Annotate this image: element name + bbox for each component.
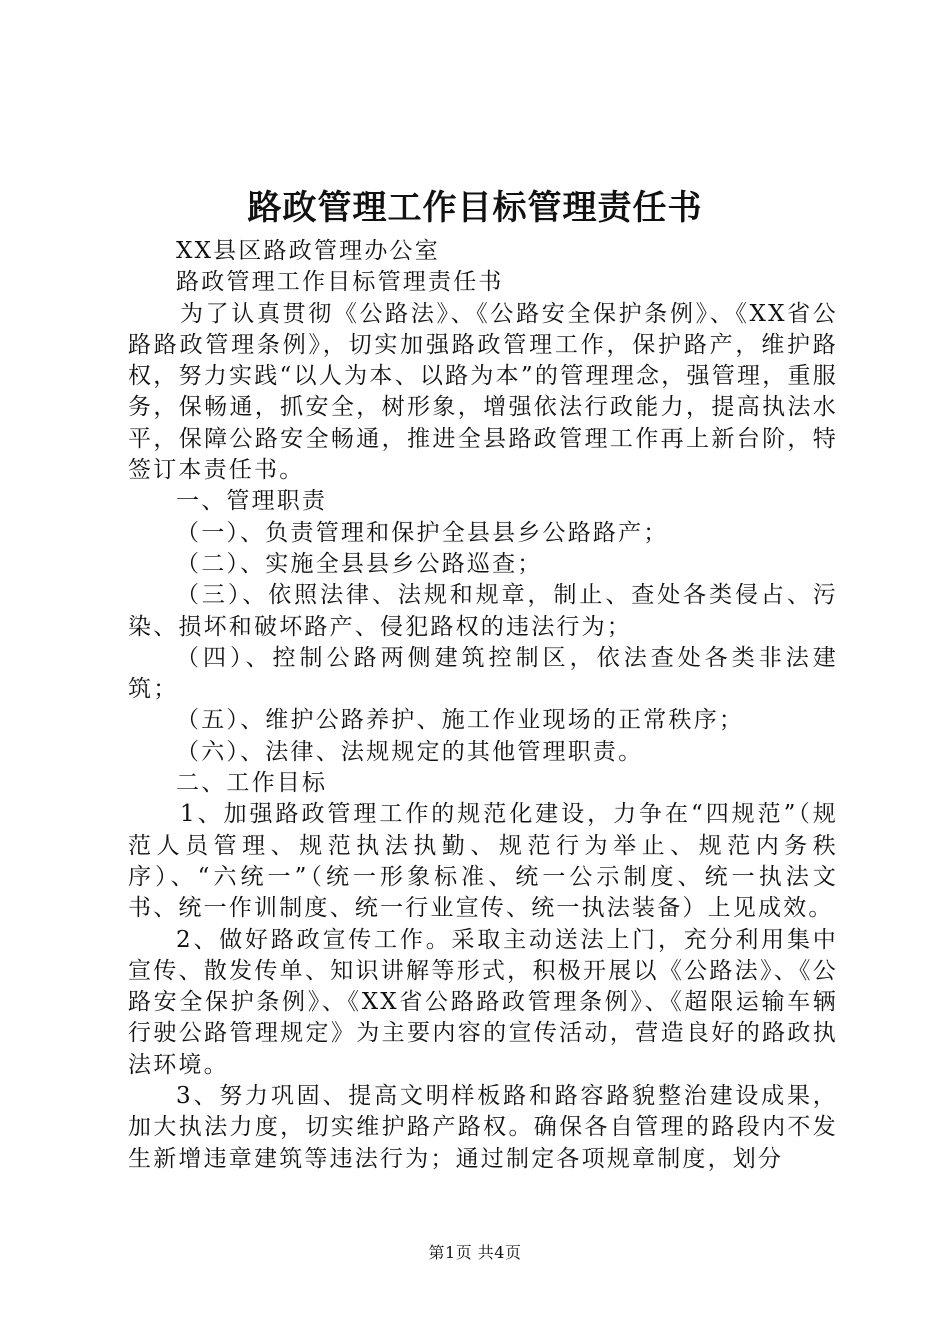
- header-line-doc-title: 路政管理工作目标管理责任书: [176, 269, 504, 296]
- duty-item-1: （一）、负责管理和保护全县县乡公路路产；: [176, 519, 669, 546]
- duty-item-4: （四）、控制公路两侧建筑控制区，依法查处各类非法建筑；: [128, 644, 838, 703]
- header-line-office: XX县区路政管理办公室: [176, 238, 440, 264]
- document-title: 路政管理工作目标管理责任书: [247, 188, 703, 228]
- duty-item-3: （三）、依照法律、法规和规章，制止、查处各类侵占、污染、损坏和破坏路产、侵犯路权的违法行为；: [128, 582, 838, 640]
- duty-item-2: （二）、实施全县县乡公路巡查；: [176, 550, 543, 577]
- goal-item-1: 1、加强路政管理工作的规范化建设，力争在“四规范”（规范人员管理、规范执法执勤、规范行为举止、规范内务秩序）、“六统一”（统一形象标准、统一公示制度、统一执法文书、统一作训制度、统一行业宣传、统一执法装备）上见成效。: [128, 801, 838, 922]
- goal-item-2: 2、做好路政宣传工作。采取主动送法上门，充分利用集中宣传、散发传单、知识讲解等形式，积极开展以《公路法》、《公路安全保护条例》、《XX省公路路政管理条例》、《超限运输车辆行驶公路管理规定》为主要内容的宣传活动，营造良好的路政执法环境。: [128, 926, 838, 1078]
- duty-item-6: （六）、法律、法规规定的其他管理职责。: [176, 738, 644, 765]
- intro-paragraph: 为了认真贯彻《公路法》、《公路安全保护条例》、《XX省公路路政管理条例》，切实加强路政管理工作，保护路产，维护路权，努力实践“以人为本、以路为本”的管理理念，强管理，重服务，保畅通，抓安全，树形象，增强依法行政能力，提高执法水平，保障公路安全畅通，推进全县路政管理工作再上新台阶，特签订本责任书。: [128, 300, 838, 484]
- duty-item-5: （五）、维护公路养护、施工作业现场的正常秩序；: [176, 707, 745, 734]
- document-body: [128, 236, 838, 1175]
- section-heading-duties: 一、管理职责: [176, 488, 328, 515]
- page-footer: 第1页 共4页: [428, 1243, 522, 1262]
- section-heading-goals: 二、工作目标: [176, 770, 328, 797]
- goal-item-3: 3、努力巩固、提高文明样板路和路容路貌整治建设成果，加大执法力度，切实维护路产路权。确保各自管理的路段内不发生新增违章建筑等违法行为；通过制定各项规章制度，划分: [128, 1083, 838, 1172]
